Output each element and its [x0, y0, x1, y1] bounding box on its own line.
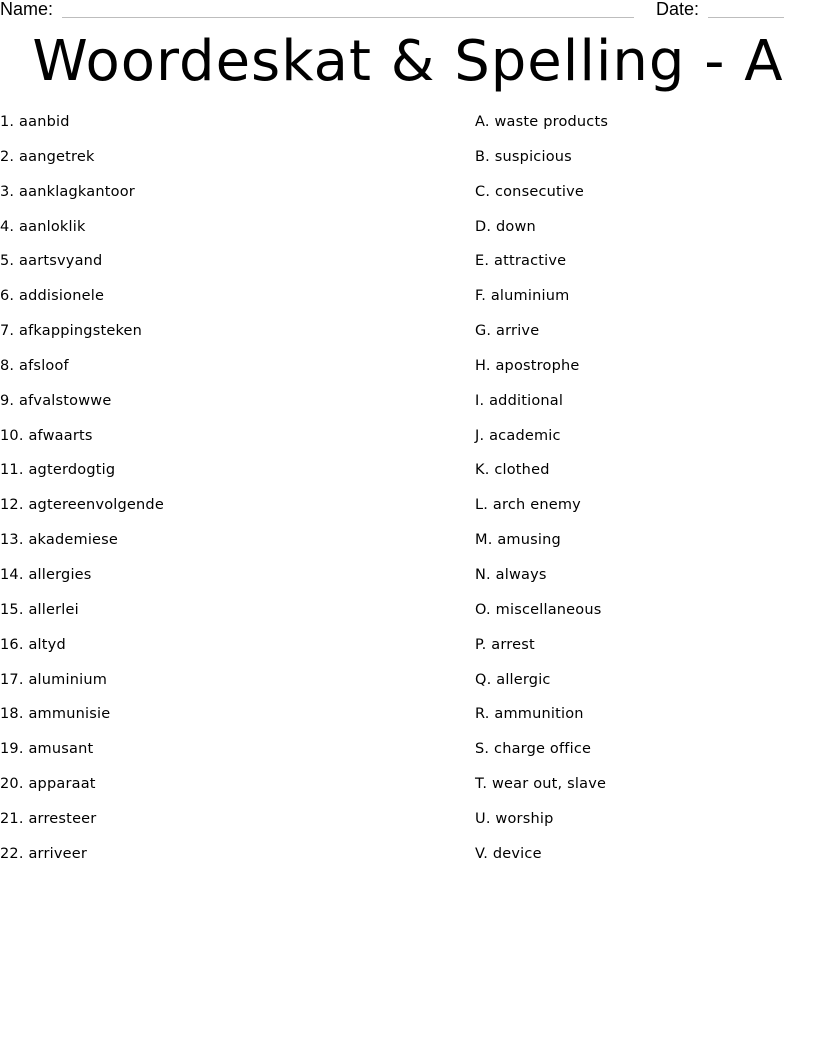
- definition-item: A. waste products: [475, 114, 609, 130]
- definition-item: C. consecutive: [475, 183, 585, 200]
- term-item: 9. afvalstowwe: [0, 392, 112, 409]
- name-blank-line[interactable]: [62, 17, 634, 18]
- definition-item: T. wear out, slave: [475, 776, 607, 793]
- term-item: 19. amusant: [0, 741, 94, 758]
- definition-item: G. arrive: [475, 323, 540, 340]
- definition-item: O. miscellaneous: [475, 601, 602, 618]
- term-item: 6. addisionele: [0, 288, 105, 305]
- definition-item: V. device: [475, 845, 542, 862]
- definitions-list: [475, 112, 815, 879]
- term-item: 3. aanklagkantoor: [0, 183, 135, 200]
- term-item: 17. aluminium: [0, 671, 108, 688]
- name-label: Name:: [0, 0, 54, 19]
- definition-item: R. ammunition: [475, 706, 584, 723]
- definition-item: U. worship: [475, 810, 554, 827]
- term-item: 1. aanbid: [0, 114, 70, 130]
- definition-item: S. charge office: [475, 741, 592, 758]
- definition-item: L. arch enemy: [475, 497, 581, 514]
- definition-item: K. clothed: [475, 462, 550, 479]
- definition-item: Q. allergic: [475, 671, 551, 688]
- definition-item: P. arrest: [475, 636, 535, 653]
- definition-item: H. apostrophe: [475, 357, 580, 374]
- definition-item: E. attractive: [475, 253, 567, 270]
- term-item: 21. arresteer: [0, 810, 97, 827]
- definition-item: M. amusing: [475, 532, 561, 549]
- term-item: 13. akademiese: [0, 532, 119, 549]
- term-item: 15. allerlei: [0, 601, 79, 618]
- term-item: 11. agterdogtig: [0, 462, 116, 479]
- definition-item: D. down: [475, 218, 536, 235]
- term-item: 18. ammunisie: [0, 706, 111, 723]
- term-item: 8. afsloof: [0, 357, 69, 374]
- term-item: 14. allergies: [0, 566, 92, 583]
- definition-item: N. always: [475, 566, 547, 583]
- term-item: 2. aangetrek: [0, 148, 95, 165]
- term-item: 7. afkappingsteken: [0, 323, 143, 340]
- definition-item: B. suspicious: [475, 148, 572, 165]
- terms-list: [0, 112, 440, 879]
- term-item: 22. arriveer: [0, 845, 88, 862]
- worksheet-title: Woordeskat & Spelling - A: [32, 29, 784, 94]
- term-item: 16. altyd: [0, 636, 66, 653]
- date-blank-line[interactable]: [708, 17, 784, 18]
- date-label: Date:: [656, 0, 700, 19]
- term-item: 4. aanloklik: [0, 218, 86, 235]
- term-item: 20. apparaat: [0, 776, 96, 793]
- term-item: 12. agtereenvolgende: [0, 497, 164, 514]
- definition-item: I. additional: [475, 392, 564, 409]
- definition-item: F. aluminium: [475, 288, 570, 305]
- worksheet-header: [0, 0, 816, 22]
- term-item: 5. aartsvyand: [0, 253, 103, 270]
- definition-item: J. academic: [475, 427, 561, 444]
- term-item: 10. afwaarts: [0, 427, 93, 444]
